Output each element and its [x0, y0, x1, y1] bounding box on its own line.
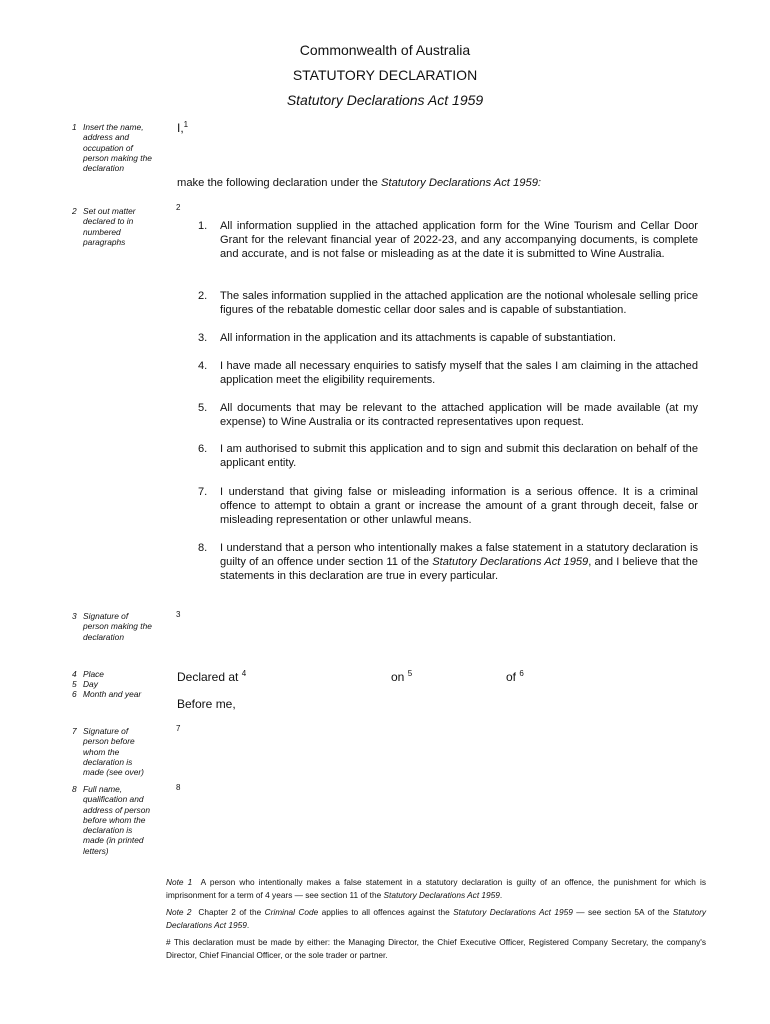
- side-note-6: 6 Month and year: [72, 689, 142, 699]
- doc-act: Statutory Declarations Act 1959: [286, 92, 484, 108]
- side-note-8: 8 Full name, qualification and address of person before whom the declaration is made (in printed letters): [72, 784, 151, 856]
- paragraph-2: 2. The sales information supplied in the attached application are the notional wholesale selling price figures of the rebatable domestic cellar door sales and is capable of substantiation.: [198, 290, 698, 316]
- note-3: # This declaration must be made by either: the Managing Director, the Chief Executive Officer, Registered Company Secretary, the company's Director, Chief Financial Officer, or the sole trader or partner.: [166, 937, 706, 960]
- before-me: Before me,: [177, 697, 236, 711]
- note-1: Note 1 A person who intentionally makes a false statement in a statutory declaration is guilty of an offence, the punishment for which is imprisonment for a term of 4 years — see section 11 of the Statutory Declarations Act 1959.: [166, 877, 706, 900]
- doc-title: STATUTORY DECLARATION: [292, 67, 478, 83]
- declared-on: on $^5$: [391, 669, 413, 684]
- side-note-5: 5 Day: [72, 679, 98, 689]
- intro-statement: make the following declaration under the Statutory Declarations Act 1959:: [177, 177, 542, 189]
- side-note-3: 3 Signature of person making the declaration: [72, 611, 152, 642]
- paragraph-5: 5. All documents that may be relevant to the attached application will be made available (at my expense) to Wine Australia or its contracted representatives upon request.: [198, 402, 698, 428]
- paragraph-6: 6. I am authorised to submit this application and to sign and submit this declaration on behalf of the applicant entity.: [198, 443, 698, 469]
- marker-7: 7: [176, 724, 181, 733]
- paragraph-7: 7. I understand that giving false or misleading information is a serious offence. It is a criminal offence to attempt to obtain a grant or increase the amount of a grant through deceit, false or misleading representation or other unlawful means.: [198, 486, 698, 526]
- marker-1: 1: [183, 120, 189, 129]
- side-note-1: 1 Insert the name, address and occupation of person making the declaration: [72, 122, 152, 174]
- side-note-2: 2 Set out matter declared to in numbered paragraphs: [72, 206, 136, 247]
- paragraph-8: 8. I understand that a person who intentionally makes a false statement in a statutory declaration is guilty of an offence under section 11 of the Statutory Declarations Act 1959, and I believe that the statements in this declaration are true in every particular.: [198, 542, 698, 582]
- paragraph-3: 3. All information in the application and its attachments is capable of substantiation.: [198, 332, 616, 344]
- side-note-7: 7 Signature of person before whom the declaration is made (see over): [72, 726, 144, 778]
- doc-jurisdiction: Commonwealth of Australia: [299, 42, 471, 58]
- marker-3: 3: [176, 610, 181, 619]
- declared-at: Declared at $^4$: [177, 669, 247, 684]
- declared-of: of $^6$: [506, 669, 524, 684]
- note-2: Note 2 Chapter 2 of the Criminal Code applies to all offences against the Statutory Declarations Act 1959 — see section 5A of the Statutory Declarations Act 1959.: [166, 907, 706, 930]
- paragraph-1: 1. All information supplied in the attached application form for the Wine Tourism and Cellar Door Grant for the relevant financial year of 2022-23, and any accompanying documents, is complete and accurate, and is not false or misleading as at the date it is submitted to Wine Australia.: [198, 220, 698, 260]
- paragraph-4: 4. I have made all necessary enquiries to satisfy myself that the sales I am claiming in the attached application meet the eligibility requirements.: [198, 360, 698, 386]
- declarant-line: [177, 120, 188, 135]
- marker-8: 8: [176, 783, 181, 792]
- marker-2: 2: [176, 203, 181, 212]
- side-note-4: 4 Place: [72, 669, 104, 679]
- declarant-prefix: I,: [177, 121, 184, 135]
